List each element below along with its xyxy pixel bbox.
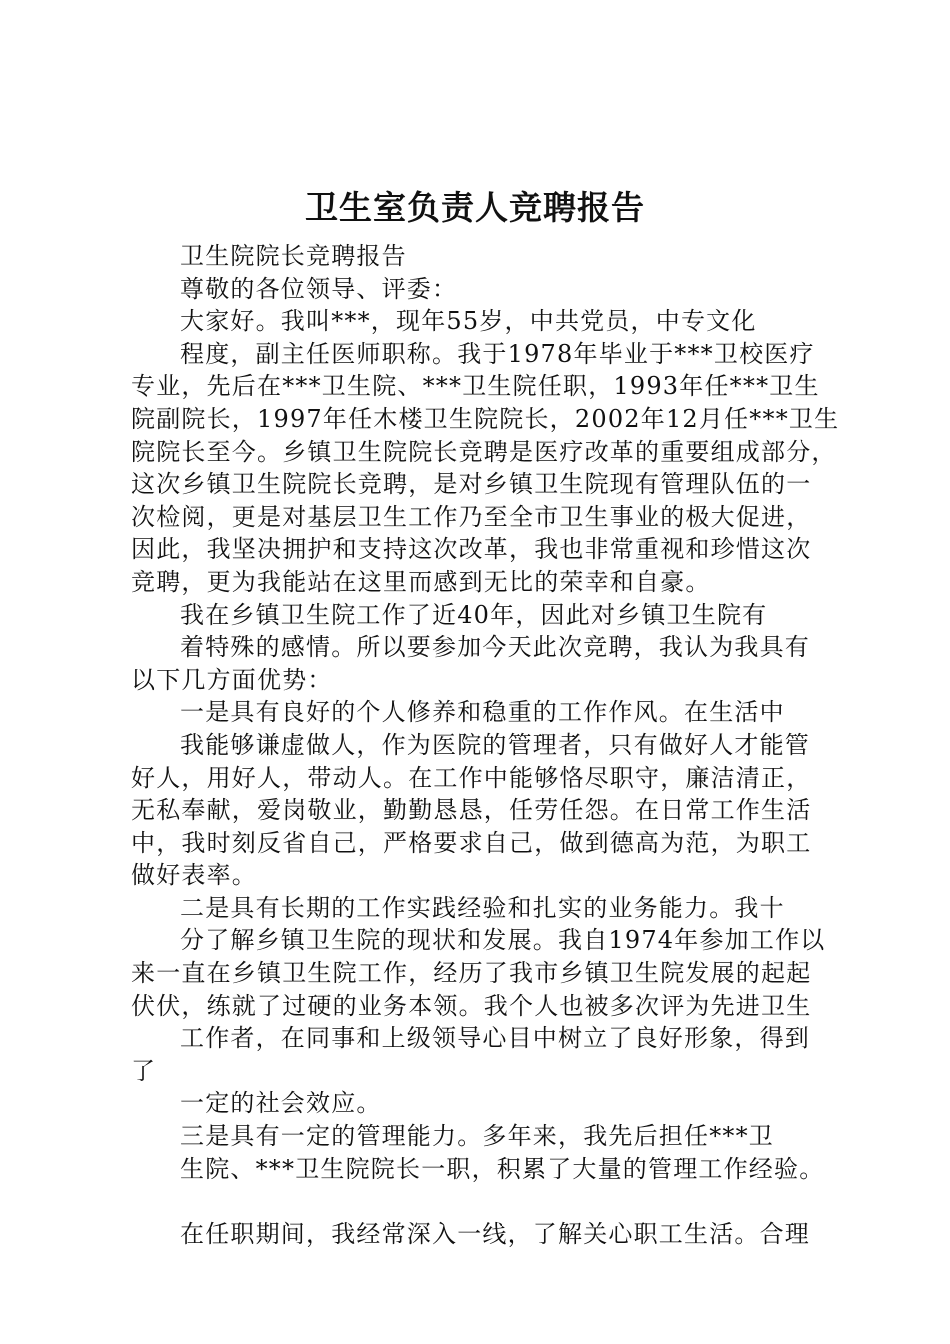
text-line: 一定的社会效应。 — [180, 1089, 382, 1118]
document-body — [131, 240, 840, 1251]
text-line: 二是具有长期的工作实践经验和扎实的业务能力。我十 — [180, 893, 785, 922]
text-line: 专业，先后在***卫生院、***卫生院任职，1993年任***卫生 — [131, 372, 820, 401]
text-line: 分了解乡镇卫生院的现状和发展。我自1974年参加工作以 — [180, 926, 826, 955]
text-line: 大家好。我叫***，现年55岁，中共党员，中专文化 — [180, 307, 757, 336]
text-line: 了 — [131, 1056, 157, 1085]
text-line: 工作者，在同事和上级领导心目中树立了良好形象，得到 — [180, 1024, 810, 1053]
text-line: 三是具有一定的管理能力。多年来，我先后担任***卫 — [180, 1122, 774, 1151]
text-line: 程度，副主任医师职称。我于1978年毕业于***卫校医疗 — [180, 339, 815, 368]
text-line: 以下几方面优势： — [131, 665, 333, 694]
text-line: 在任职期间，我经常深入一线，了解关心职工生活。合理 — [180, 1220, 810, 1249]
text-line: 尊敬的各位领导、评委： — [180, 274, 458, 303]
text-line: 因此，我坚决拥护和支持这次改革，我也非常重视和珍惜这次 — [131, 535, 812, 564]
text-line: 这次乡镇卫生院院长竞聘，是对乡镇卫生院现有管理队伍的一 — [131, 470, 812, 499]
text-line: 中，我时刻反省自己，严格要求自己，做到德高为范，为职工 — [131, 828, 812, 857]
document-title: 卫生室负责人竞聘报告 — [305, 188, 645, 227]
text-line: 我在乡镇卫生院工作了近40年，因此对乡镇卫生院有 — [180, 600, 768, 629]
paragraph-gap — [131, 1185, 836, 1218]
text-line: 着特殊的感情。所以要参加今天此次竞聘，我认为我具有 — [180, 633, 810, 662]
text-line: 卫生院院长竞聘报告 — [180, 242, 407, 270]
text-line: 我能够谦虚做人，作为医院的管理者，只有做好人才能管 — [180, 730, 810, 759]
text-line: 院副院长，1997年任木楼卫生院院长，2002年12月任***卫生 — [131, 404, 840, 433]
text-line: 来一直在乡镇卫生院工作，经历了我市乡镇卫生院发展的起起 — [131, 959, 812, 988]
text-line: 一是具有良好的个人修养和稳重的工作作风。在生活中 — [180, 698, 785, 727]
text-line: 生院、***卫生院院长一职，积累了大量的管理工作经验。 — [180, 1154, 825, 1183]
text-line: 次检阅，更是对基层卫生工作乃至全市卫生事业的极大促进， — [131, 502, 812, 531]
text-line: 院院长至今。乡镇卫生院院长竞聘是医疗改革的重要组成部分， — [131, 437, 837, 466]
text-line: 竞聘，更为我能站在这里而感到无比的荣幸和自豪。 — [131, 567, 711, 596]
text-line: 做好表率。 — [131, 861, 257, 890]
text-line: 好人，用好人，带动人。在工作中能够恪尽职守，廉洁清正， — [131, 763, 812, 792]
text-line: 伏伏，练就了过硬的业务本领。我个人也被多次评为先进卫生 — [131, 991, 812, 1020]
text-line: 无私奉献，爱岗敬业，勤勤恳恳，任劳任怨。在日常工作生活 — [131, 796, 812, 825]
